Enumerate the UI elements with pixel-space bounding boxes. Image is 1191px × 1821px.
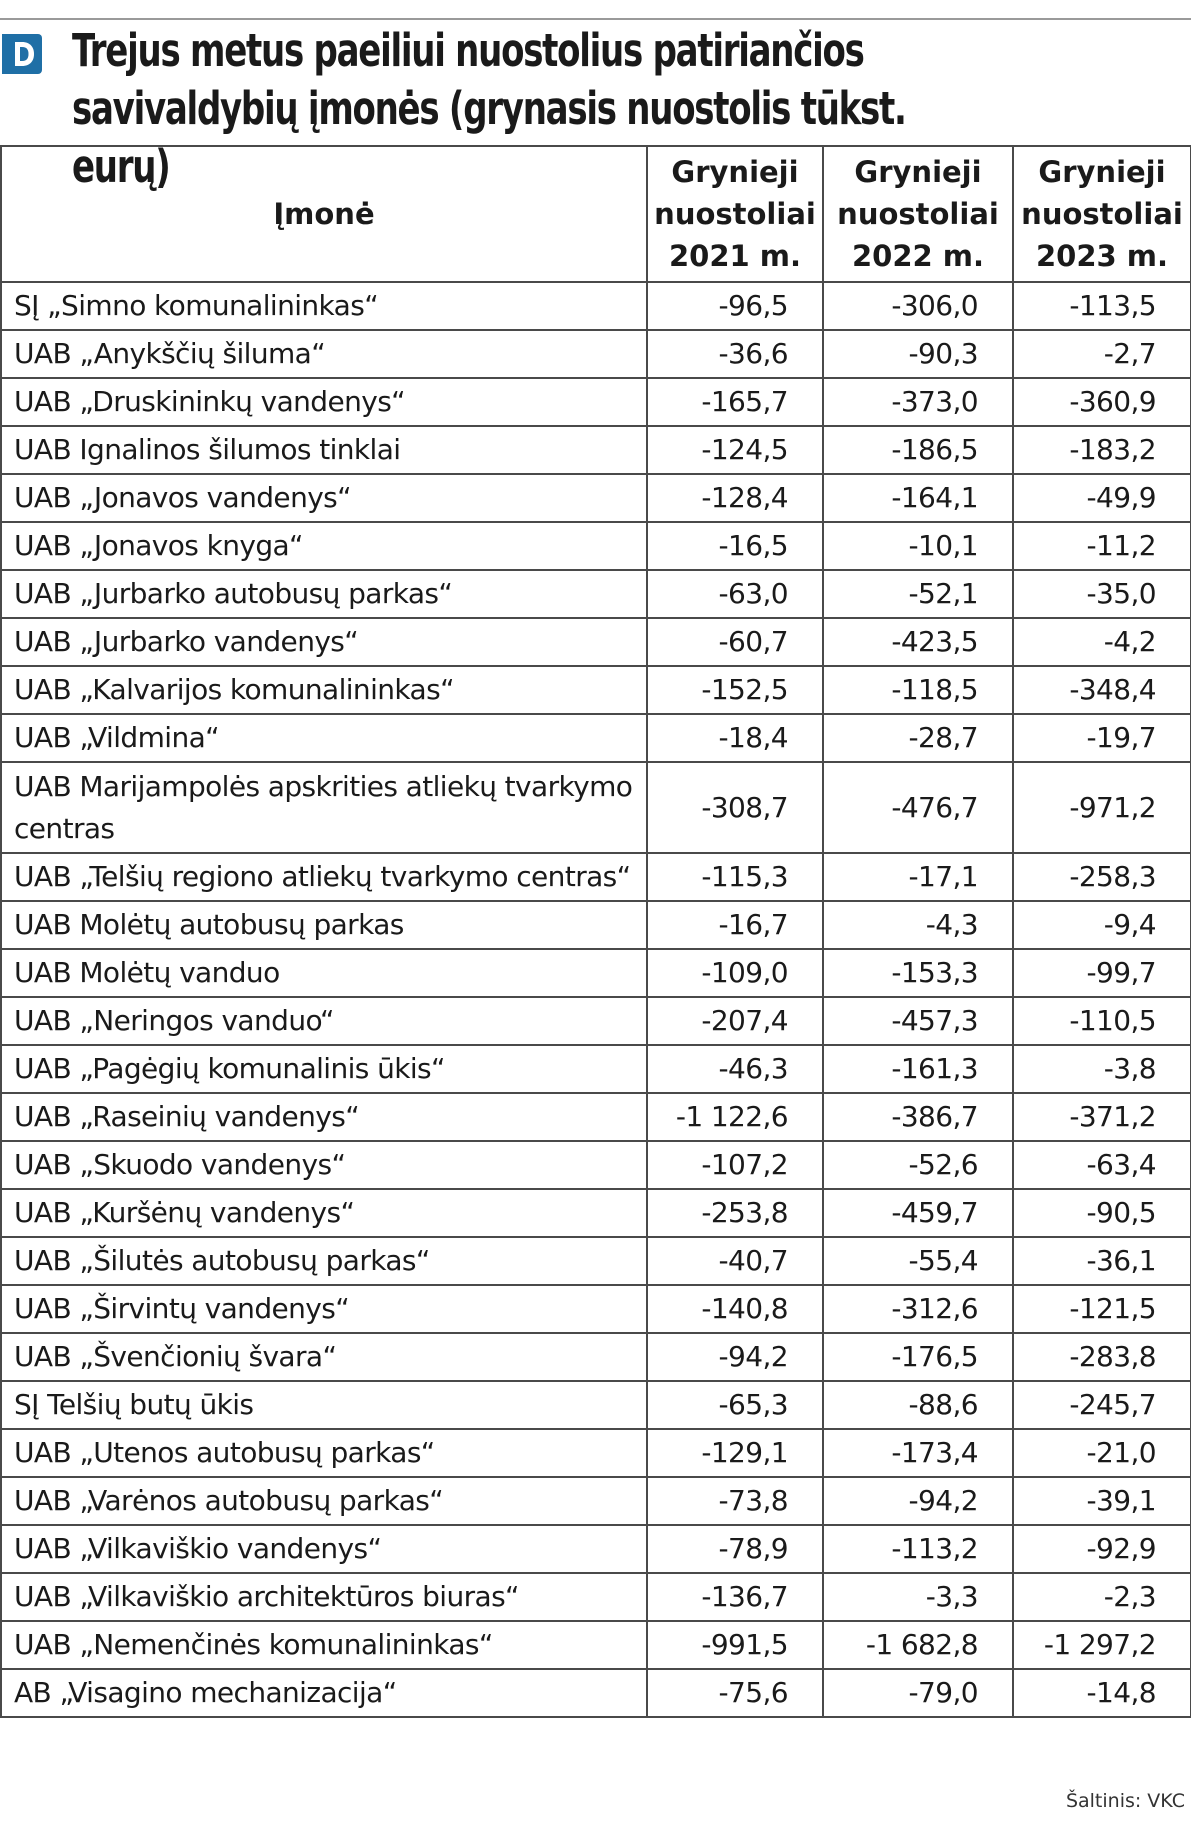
- table-row: [1, 997, 1191, 1045]
- loss-2023-cell: -21,0: [1013, 1429, 1191, 1477]
- loss-2023-cell: -9,4: [1013, 901, 1191, 949]
- source-note: Šaltinis: VKC: [1065, 1790, 1185, 1812]
- company-name-cell: UAB Molėtų vanduo: [1, 949, 647, 997]
- company-name-cell: UAB „Neringos vanduo“: [1, 997, 647, 1045]
- loss-2023-cell: -36,1: [1013, 1237, 1191, 1285]
- loss-2021-cell: -1 122,6: [647, 1093, 823, 1141]
- loss-2023-cell: -2,7: [1013, 330, 1191, 378]
- loss-2021-cell: -308,7: [647, 762, 823, 853]
- company-name-cell: UAB Molėtų autobusų parkas: [1, 901, 647, 949]
- company-name-cell: UAB „Vildmina“: [1, 714, 647, 762]
- loss-2021-cell: -124,5: [647, 426, 823, 474]
- loss-2021-cell: -16,5: [647, 522, 823, 570]
- table-row: [1, 1525, 1191, 1573]
- loss-2021-cell: -140,8: [647, 1285, 823, 1333]
- loss-2022-cell: -306,0: [823, 282, 1013, 330]
- table-row: [1, 901, 1191, 949]
- company-name-cell: UAB „Širvintų vandenys“: [1, 1285, 647, 1333]
- table-row: [1, 1381, 1191, 1429]
- company-name-cell: UAB „Kuršėnų vandenys“: [1, 1189, 647, 1237]
- table-row: [1, 1429, 1191, 1477]
- loss-2021-cell: -65,3: [647, 1381, 823, 1429]
- table-row: [1, 570, 1191, 618]
- company-name-cell: UAB „Jurbarko autobusų parkas“: [1, 570, 647, 618]
- loss-2022-cell: -459,7: [823, 1189, 1013, 1237]
- loss-2023-cell: -183,2: [1013, 426, 1191, 474]
- loss-2023-cell: -2,3: [1013, 1573, 1191, 1621]
- col-header-2023: Grynieji nuostoliai 2023 m.: [1013, 146, 1191, 282]
- col-header-2022: Grynieji nuostoliai 2022 m.: [823, 146, 1013, 282]
- col-header-2021: Grynieji nuostoliai 2021 m.: [647, 146, 823, 282]
- table-row: [1, 762, 1191, 853]
- loss-2023-cell: -90,5: [1013, 1189, 1191, 1237]
- loss-2022-cell: -186,5: [823, 426, 1013, 474]
- loss-2022-cell: -17,1: [823, 853, 1013, 901]
- loss-2022-cell: -176,5: [823, 1333, 1013, 1381]
- loss-2021-cell: -94,2: [647, 1333, 823, 1381]
- loss-2022-cell: -373,0: [823, 378, 1013, 426]
- table-row: [1, 1573, 1191, 1621]
- loss-2023-cell: -258,3: [1013, 853, 1191, 901]
- company-name-cell: SĮ „Simno komunalininkas“: [1, 282, 647, 330]
- table-row: [1, 853, 1191, 901]
- loss-2022-cell: -423,5: [823, 618, 1013, 666]
- d-letter-logo-icon: [2, 34, 42, 74]
- loss-2022-cell: -118,5: [823, 666, 1013, 714]
- loss-2023-cell: -4,2: [1013, 618, 1191, 666]
- table-header-row: [1, 146, 1191, 282]
- loss-2022-cell: -153,3: [823, 949, 1013, 997]
- loss-2022-cell: -476,7: [823, 762, 1013, 853]
- company-name-cell: UAB „Anykščių šiluma“: [1, 330, 647, 378]
- company-name-cell: UAB „Pagėgių komunalinis ūkis“: [1, 1045, 647, 1093]
- loss-2023-cell: -14,8: [1013, 1669, 1191, 1717]
- loss-2021-cell: -152,5: [647, 666, 823, 714]
- table-row: [1, 426, 1191, 474]
- loss-2021-cell: -73,8: [647, 1477, 823, 1525]
- loss-2021-cell: -128,4: [647, 474, 823, 522]
- loss-2022-cell: -3,3: [823, 1573, 1013, 1621]
- loss-2022-cell: -52,1: [823, 570, 1013, 618]
- loss-2023-cell: -113,5: [1013, 282, 1191, 330]
- loss-2021-cell: -115,3: [647, 853, 823, 901]
- loss-2021-cell: -96,5: [647, 282, 823, 330]
- top-divider: [0, 18, 1191, 20]
- loss-2022-cell: -113,2: [823, 1525, 1013, 1573]
- loss-2022-cell: -28,7: [823, 714, 1013, 762]
- company-name-cell: UAB „Švenčionių švara“: [1, 1333, 647, 1381]
- loss-2022-cell: -52,6: [823, 1141, 1013, 1189]
- loss-2023-cell: -360,9: [1013, 378, 1191, 426]
- loss-2023-cell: -245,7: [1013, 1381, 1191, 1429]
- loss-2021-cell: -40,7: [647, 1237, 823, 1285]
- company-name-cell: UAB „Šilutės autobusų parkas“: [1, 1237, 647, 1285]
- loss-2022-cell: -88,6: [823, 1381, 1013, 1429]
- loss-2022-cell: -164,1: [823, 474, 1013, 522]
- loss-2023-cell: -348,4: [1013, 666, 1191, 714]
- loss-2022-cell: -312,6: [823, 1285, 1013, 1333]
- company-name-cell: UAB „Nemenčinės komunalininkas“: [1, 1621, 647, 1669]
- loss-2023-cell: -19,7: [1013, 714, 1191, 762]
- loss-2021-cell: -129,1: [647, 1429, 823, 1477]
- table-row: [1, 1141, 1191, 1189]
- table-row: [1, 666, 1191, 714]
- loss-2022-cell: -4,3: [823, 901, 1013, 949]
- loss-2023-cell: -39,1: [1013, 1477, 1191, 1525]
- loss-2021-cell: -46,3: [647, 1045, 823, 1093]
- table-row: [1, 330, 1191, 378]
- company-name-cell: AB „Visagino mechanizacija“: [1, 1669, 647, 1717]
- loss-2023-cell: -371,2: [1013, 1093, 1191, 1141]
- loss-2021-cell: -60,7: [647, 618, 823, 666]
- loss-2022-cell: -173,4: [823, 1429, 1013, 1477]
- company-name-cell: UAB „Jonavos knyga“: [1, 522, 647, 570]
- loss-2022-cell: -90,3: [823, 330, 1013, 378]
- table-row: [1, 1477, 1191, 1525]
- table-row: [1, 282, 1191, 330]
- table-row: [1, 1285, 1191, 1333]
- loss-2022-cell: -386,7: [823, 1093, 1013, 1141]
- company-name-cell: UAB Marijampolės apskrities atliekų tvarkymo centras: [1, 762, 647, 853]
- loss-2023-cell: -92,9: [1013, 1525, 1191, 1573]
- table-row: [1, 714, 1191, 762]
- loss-2022-cell: -10,1: [823, 522, 1013, 570]
- loss-2023-cell: -35,0: [1013, 570, 1191, 618]
- loss-2021-cell: -16,7: [647, 901, 823, 949]
- loss-2022-cell: -79,0: [823, 1669, 1013, 1717]
- company-name-cell: UAB „Jonavos vandenys“: [1, 474, 647, 522]
- company-name-cell: UAB „Vilkaviškio vandenys“: [1, 1525, 647, 1573]
- loss-2022-cell: -457,3: [823, 997, 1013, 1045]
- loss-2021-cell: -75,6: [647, 1669, 823, 1717]
- loss-2022-cell: -1 682,8: [823, 1621, 1013, 1669]
- company-name-cell: UAB „Vilkaviškio architektūros biuras“: [1, 1573, 647, 1621]
- loss-2022-cell: -55,4: [823, 1237, 1013, 1285]
- col-header-company: Įmonė: [1, 146, 647, 282]
- table-row: [1, 1093, 1191, 1141]
- company-name-cell: UAB „Skuodo vandenys“: [1, 1141, 647, 1189]
- company-name-cell: UAB „Utenos autobusų parkas“: [1, 1429, 647, 1477]
- table-row: [1, 1237, 1191, 1285]
- loss-2023-cell: -110,5: [1013, 997, 1191, 1045]
- loss-2021-cell: -63,0: [647, 570, 823, 618]
- loss-2021-cell: -109,0: [647, 949, 823, 997]
- company-name-cell: UAB „Raseinių vandenys“: [1, 1093, 647, 1141]
- loss-2022-cell: -161,3: [823, 1045, 1013, 1093]
- loss-2021-cell: -207,4: [647, 997, 823, 1045]
- table-row: [1, 522, 1191, 570]
- company-name-cell: UAB „Jurbarko vandenys“: [1, 618, 647, 666]
- article-title: Trejus metus paeiliui nuostolius patiriančios savivaldybių įmonės (grynasis nuostolis tūkst. eurų): [72, 24, 906, 193]
- loss-2023-cell: -283,8: [1013, 1333, 1191, 1381]
- table-row: [1, 1333, 1191, 1381]
- loss-2021-cell: -36,6: [647, 330, 823, 378]
- loss-2021-cell: -107,2: [647, 1141, 823, 1189]
- loss-2021-cell: -253,8: [647, 1189, 823, 1237]
- company-name-cell: SĮ Telšių butų ūkis: [1, 1381, 647, 1429]
- loss-2021-cell: -18,4: [647, 714, 823, 762]
- table-row: [1, 378, 1191, 426]
- loss-2021-cell: -991,5: [647, 1621, 823, 1669]
- loss-2021-cell: -136,7: [647, 1573, 823, 1621]
- loss-2023-cell: -3,8: [1013, 1045, 1191, 1093]
- company-name-cell: UAB „Kalvarijos komunalininkas“: [1, 666, 647, 714]
- company-name-cell: UAB „Telšių regiono atliekų tvarkymo centras“: [1, 853, 647, 901]
- table-row: [1, 618, 1191, 666]
- loss-2023-cell: -971,2: [1013, 762, 1191, 853]
- loss-2023-cell: -11,2: [1013, 522, 1191, 570]
- loss-2022-cell: -94,2: [823, 1477, 1013, 1525]
- table-row: [1, 1045, 1191, 1093]
- company-name-cell: UAB Ignalinos šilumos tinklai: [1, 426, 647, 474]
- table-row: [1, 1621, 1191, 1669]
- loss-2023-cell: -63,4: [1013, 1141, 1191, 1189]
- company-name-cell: UAB „Varėnos autobusų parkas“: [1, 1477, 647, 1525]
- loss-2023-cell: -1 297,2: [1013, 1621, 1191, 1669]
- table-row: [1, 949, 1191, 997]
- table-row: [1, 1669, 1191, 1717]
- company-name-cell: UAB „Druskininkų vandenys“: [1, 378, 647, 426]
- loss-2023-cell: -99,7: [1013, 949, 1191, 997]
- loss-2021-cell: -165,7: [647, 378, 823, 426]
- loss-2023-cell: -121,5: [1013, 1285, 1191, 1333]
- loss-2021-cell: -78,9: [647, 1525, 823, 1573]
- losses-table: [0, 145, 1191, 1718]
- loss-2023-cell: -49,9: [1013, 474, 1191, 522]
- table-row: [1, 474, 1191, 522]
- table-row: [1, 1189, 1191, 1237]
